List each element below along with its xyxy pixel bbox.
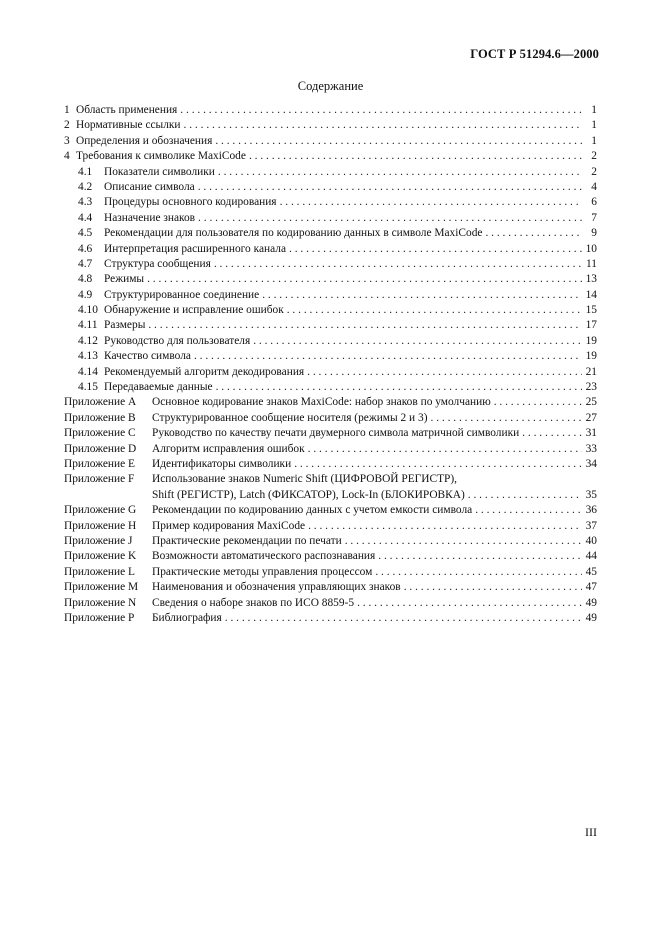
toc-entry[interactable] <box>64 257 597 272</box>
toc-entry[interactable] <box>64 534 597 549</box>
toc-entry-page: 1 <box>591 119 597 132</box>
toc-entry-page: 34 <box>585 457 597 470</box>
toc-entry-label <box>64 472 465 503</box>
toc-entry[interactable] <box>64 272 597 287</box>
toc-entry-number: 4.7 <box>78 257 93 270</box>
dot-leader <box>468 488 582 503</box>
toc-entry-label <box>64 611 222 626</box>
toc-entry-label <box>64 457 291 472</box>
toc-entry[interactable] <box>64 365 597 380</box>
toc-entry-label <box>64 334 250 349</box>
dot-leader <box>287 303 582 318</box>
dot-leader <box>249 149 582 164</box>
toc-entry-number: Приложение J <box>64 534 133 547</box>
toc-entry[interactable] <box>64 426 597 441</box>
toc-entry-label <box>64 596 354 611</box>
toc-entry[interactable] <box>64 457 597 472</box>
toc-entry-number: 4.8 <box>78 273 93 286</box>
toc-entry[interactable] <box>64 442 597 457</box>
toc-entry-number: 4.3 <box>78 196 93 209</box>
toc-entry-page: 44 <box>585 550 597 563</box>
toc-entry-label <box>64 442 305 457</box>
toc-entry-title: Рекомендации по кодированию данных с учетом емкости символа <box>152 504 473 517</box>
toc-entry-label <box>64 503 472 518</box>
toc-entry-number: Приложение L <box>64 565 135 578</box>
toc-entry-label <box>64 195 277 210</box>
toc-entry-page: 19 <box>585 350 597 363</box>
toc-entry[interactable] <box>64 549 597 564</box>
toc-entry-page: 31 <box>585 427 597 440</box>
toc-entry-number: 4.12 <box>78 334 98 347</box>
toc-entry-label <box>64 519 305 534</box>
toc-entry-page: 7 <box>591 211 597 224</box>
dot-leader <box>357 596 582 611</box>
toc-entry[interactable] <box>64 226 597 241</box>
toc-entry-label <box>64 349 191 364</box>
dot-leader <box>289 242 582 257</box>
toc-entry-page: 37 <box>585 519 597 532</box>
dot-leader <box>184 118 582 133</box>
dot-leader <box>180 103 582 118</box>
toc-entry-number: Приложение G <box>64 504 137 517</box>
toc-entry[interactable] <box>64 165 597 180</box>
toc-entry-label <box>64 565 372 580</box>
toc-entry-number: 4 <box>64 150 70 163</box>
toc-entry-number: 4.1 <box>78 165 93 178</box>
toc-entry[interactable] <box>64 611 597 626</box>
toc-entry-title: Использование знаков Numeric Shift (ЦИФРОВОЙ РЕГИСТР), <box>152 473 458 486</box>
toc-entry-page: 2 <box>591 150 597 163</box>
toc-entry[interactable] <box>64 149 597 164</box>
dot-leader <box>194 349 582 364</box>
toc-entry-label <box>64 380 213 395</box>
toc-entry-page: 17 <box>585 319 597 332</box>
toc-entry-page: 47 <box>585 581 597 594</box>
toc-entry[interactable] <box>64 565 597 580</box>
toc-entry-title: Алгоритм исправления ошибок <box>152 442 305 455</box>
toc-entry[interactable] <box>64 134 597 149</box>
dot-leader <box>262 288 582 303</box>
dot-leader <box>485 226 582 241</box>
toc-entry-number: 4.10 <box>78 304 98 317</box>
toc-entry-label <box>64 534 342 549</box>
toc-entry-page: 45 <box>585 565 597 578</box>
toc-entry-title: Обнаружение и исправление ошибок <box>104 304 284 317</box>
toc-entry-page: 2 <box>591 165 597 178</box>
toc-entry-label <box>64 165 215 180</box>
dot-leader <box>308 519 582 534</box>
toc-entry-number: 3 <box>64 134 70 147</box>
table-of-contents <box>64 103 597 626</box>
toc-entry-title: Основное кодирование знаков MaxiCode: набор знаков по умолчанию <box>152 396 491 409</box>
toc-entry-label <box>64 549 375 564</box>
toc-entry-title: Область применения <box>76 104 178 116</box>
toc-entry-number: 1 <box>64 104 70 116</box>
toc-entry-title: Интерпретация расширенного канала <box>104 242 286 255</box>
toc-entry-label <box>64 288 259 303</box>
dot-leader <box>148 318 582 333</box>
toc-entry-number: Приложение C <box>64 427 136 440</box>
toc-entry-label <box>64 211 195 226</box>
toc-entry-number: 4.2 <box>78 180 93 193</box>
toc-entry-page: 23 <box>585 381 597 394</box>
toc-entry[interactable] <box>64 118 597 133</box>
toc-entry-page: 1 <box>591 104 597 116</box>
toc-entry-number: Приложение M <box>64 581 139 594</box>
toc-entry-title: Назначение знаков <box>104 211 196 224</box>
dot-leader <box>198 180 582 195</box>
toc-entry-title: Требования к символике MaxiCode <box>76 150 246 163</box>
toc-entry-page: 1 <box>591 134 597 147</box>
toc-entry-title: Возможности автоматического распознавания <box>152 550 376 563</box>
dot-leader <box>225 611 582 626</box>
toc-entry-number: Приложение P <box>64 611 135 624</box>
toc-entry-page: 40 <box>585 534 597 547</box>
toc-entry-label <box>64 411 428 426</box>
toc-entry-number: Приложение A <box>64 396 137 409</box>
toc-entry-number: 4.9 <box>78 288 93 301</box>
toc-entry-page: 21 <box>585 365 597 378</box>
toc-entry-title: Идентификаторы символики <box>152 457 292 470</box>
toc-entry-title: Режимы <box>104 273 145 286</box>
toc-entry[interactable] <box>64 242 597 257</box>
toc-entry-title: Описание символа <box>104 180 195 193</box>
toc-entry-label <box>64 272 144 287</box>
toc-entry-title: Нормативные ссылки <box>76 119 181 132</box>
dot-leader <box>375 565 582 580</box>
dot-leader <box>253 334 582 349</box>
toc-entry[interactable] <box>64 318 597 333</box>
toc-entry-title: Структура сообщения <box>104 257 211 270</box>
toc-entry-title: Сведения о наборе знаков по ИСО 8859-5 <box>152 596 355 609</box>
toc-entry-number: Приложение E <box>64 457 135 470</box>
toc-entry-title: Библиография <box>152 611 222 624</box>
toc-entry[interactable] <box>64 334 597 349</box>
toc-entry-number: 4.6 <box>78 242 93 255</box>
toc-entry[interactable] <box>64 596 597 611</box>
toc-entry-page: 49 <box>585 596 597 609</box>
dot-leader <box>216 380 582 395</box>
dot-leader <box>280 195 582 210</box>
dot-leader <box>494 395 582 410</box>
toc-entry-title: Руководство для пользователя <box>104 334 251 347</box>
toc-entry[interactable] <box>64 303 597 318</box>
toc-entry[interactable] <box>64 580 597 595</box>
toc-entry-number: 4.13 <box>78 350 98 363</box>
toc-entry-label <box>64 134 212 149</box>
toc-entry[interactable] <box>64 395 597 410</box>
dot-leader <box>294 457 582 472</box>
toc-entry-title: Практические методы управления процессом <box>152 565 373 578</box>
toc-entry-page: 49 <box>585 611 597 624</box>
dot-leader <box>218 165 582 180</box>
toc-entry-title: Рекомендуемый алгоритм декодирования <box>104 365 305 378</box>
toc-entry-title-continuation: Shift (РЕГИСТР), Latch (ФИКСАТОР), Lock-In (БЛОКИРОВКА) <box>152 488 465 501</box>
toc-entry-number: Приложение N <box>64 596 137 609</box>
toc-entry-page: 27 <box>585 411 597 424</box>
dot-leader <box>475 503 582 518</box>
toc-entry-page: 13 <box>585 273 597 286</box>
toc-entry-title: Размеры <box>104 319 146 332</box>
toc-entry-page: 33 <box>585 442 597 455</box>
toc-entry-label <box>64 180 195 195</box>
toc-entry-title: Структурированное сообщение носителя (режимы 2 и 3) <box>152 411 428 424</box>
toc-entry[interactable] <box>64 411 597 426</box>
page-title: Содержание <box>297 79 364 93</box>
toc-entry-number: Приложение H <box>64 519 137 532</box>
toc-entry-page: 4 <box>591 180 597 193</box>
dot-leader <box>345 534 582 549</box>
toc-entry-label <box>64 426 519 441</box>
toc-entry-page: 6 <box>591 196 597 209</box>
toc-entry-number: Приложение F <box>64 473 135 486</box>
toc-entry-title: Пример кодирования MaxiCode <box>152 519 306 532</box>
toc-entry-label <box>64 242 286 257</box>
toc-entry-label <box>64 103 177 118</box>
toc-entry-number: 4.5 <box>78 227 93 240</box>
dot-leader <box>404 580 582 595</box>
dot-leader <box>308 442 582 457</box>
toc-entry-title: Качество символа <box>104 350 191 363</box>
toc-entry-title: Наименования и обозначения управляющих знаков <box>152 581 401 594</box>
toc-entry-label <box>64 226 482 241</box>
toc-entry[interactable] <box>64 195 597 210</box>
dot-leader <box>378 549 582 564</box>
toc-entry-page: 25 <box>585 396 597 409</box>
toc-entry-number: 2 <box>64 119 70 132</box>
toc-entry-label <box>64 303 284 318</box>
toc-entry-page: 11 <box>586 257 597 270</box>
dot-leader <box>147 272 582 287</box>
toc-entry-number: 4.11 <box>78 319 98 332</box>
toc-entry-number: 4.14 <box>78 365 98 378</box>
toc-entry[interactable] <box>64 180 597 195</box>
toc-entry-title: Практические рекомендации по печати <box>152 534 342 547</box>
toc-entry-number: 4.15 <box>78 381 98 394</box>
toc-entry-number: Приложение D <box>64 442 137 455</box>
toc-entry[interactable] <box>64 519 597 534</box>
toc-entry-title: Процедуры основного кодирования <box>104 196 277 209</box>
dot-leader <box>215 134 582 149</box>
toc-entry-label <box>64 365 304 380</box>
toc-entry[interactable] <box>64 349 597 364</box>
toc-entry-label <box>64 580 401 595</box>
toc-entry-page: 10 <box>585 242 597 255</box>
document-code: ГОСТ Р 51294.6—2000 <box>470 47 599 61</box>
toc-entry-label <box>64 318 145 333</box>
toc-entry-label <box>64 395 491 410</box>
toc-entry[interactable] <box>64 503 597 518</box>
page-number: III <box>585 825 597 839</box>
dot-leader <box>214 257 582 272</box>
toc-entry-page: 15 <box>585 304 597 317</box>
toc-entry[interactable] <box>64 472 597 503</box>
toc-entry[interactable] <box>64 103 597 118</box>
toc-entry[interactable] <box>64 288 597 303</box>
toc-entry-label <box>64 149 246 164</box>
dot-leader <box>307 365 582 380</box>
dot-leader <box>198 211 582 226</box>
dot-leader <box>522 426 582 441</box>
toc-entry-number: 4.4 <box>78 211 93 224</box>
toc-entry[interactable] <box>64 380 597 395</box>
toc-entry-title: Рекомендации для пользователя по кодированию данных в символе MaxiCode <box>104 227 483 240</box>
toc-entry-number: Приложение B <box>64 411 136 424</box>
toc-entry-label <box>64 257 211 272</box>
toc-entry-page: 14 <box>585 288 597 301</box>
toc-entry-title: Структурированное соединение <box>104 288 260 301</box>
toc-entry-title: Определения и обозначения <box>76 134 213 147</box>
toc-entry-title: Передаваемые данные <box>104 381 213 394</box>
toc-entry-label <box>64 118 181 133</box>
toc-entry-page: 35 <box>585 488 597 501</box>
toc-entry-page: 9 <box>591 227 597 240</box>
toc-entry-page: 19 <box>585 334 597 347</box>
toc-entry-title: Руководство по качеству печати двумерного символа матричной символики <box>152 427 520 440</box>
toc-entry[interactable] <box>64 211 597 226</box>
toc-entry-title: Показатели символики <box>104 165 215 178</box>
toc-entry-page: 36 <box>585 504 597 517</box>
dot-leader <box>431 411 583 426</box>
toc-entry-number: Приложение K <box>64 550 137 563</box>
